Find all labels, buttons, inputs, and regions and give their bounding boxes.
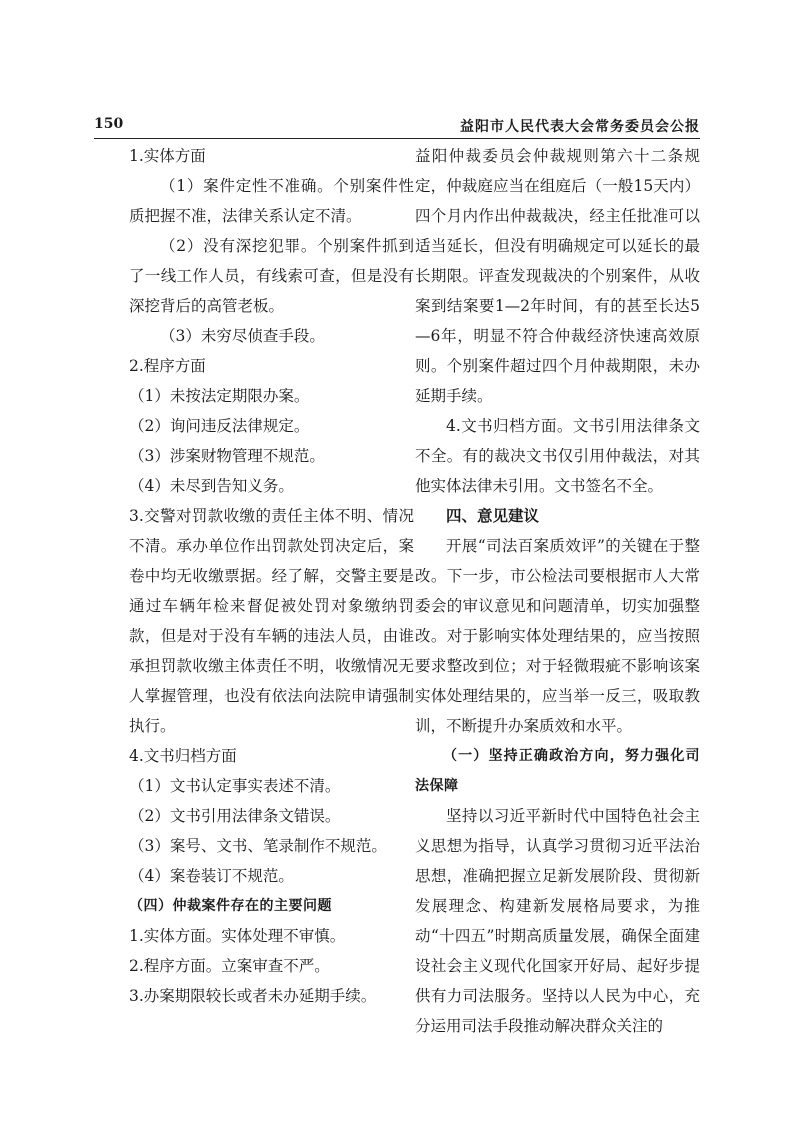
paragraph: （1）未按法定期限办案。: [129, 387, 310, 405]
paragraph: （2）文书引用法律条文错误。: [129, 807, 341, 825]
left-column: [129, 141, 414, 1011]
paragraph: （4）案卷装订不规范。: [129, 867, 294, 885]
paragraph: 4.文书归档方面。文书引用法律条文不全。有的裁决文书仅引用仲裁法，对其他实体法律未引用。文书签名不全。: [415, 417, 700, 495]
header-rule: [94, 138, 700, 139]
paragraph: 3.交警对罚款收缴的责任主体不明、情况不清。承办单位作出罚款处罚决定后，案卷中均无收缴票据。经了解，交警主要是通过车辆年检来督促被处罚对象缴纳罚款，但是对于没有车辆的违法人员，由谁承担罚款收缴主体责任不明，收缴情况无人掌握管理，也没有依法向法院申请强制执行。: [129, 507, 414, 735]
section-heading: 四、意见建议: [446, 507, 540, 525]
heading-substance: 1.实体方面: [129, 147, 206, 165]
paragraph: （1）案件定性不准确。个别案件性质把握不准，法律关系认定不清。: [129, 177, 414, 225]
paragraph: 坚持以习近平新时代中国特色社会主义思想为指导，认真学习贯彻习近平法治思想，准确把握立足新发展阶段、贯彻新发展理念、构建新发展格局要求，为推动“十四五”时期高质量发展，确保全面建设社会主义现代化国家开好局、起好步提供有力司法服务。坚持以人民为中心，充分运用司法手段推动解决群众关注的: [415, 807, 700, 1035]
paragraph: （3）案号、文书、笔录制作不规范。: [129, 837, 387, 855]
heading-procedure: 2.程序方面: [129, 357, 206, 375]
page-number: 150: [94, 116, 124, 132]
paragraph: 2.程序方面。立案审查不严。: [129, 957, 330, 975]
paragraph: 3.办案期限较长或者未办延期手续。: [129, 987, 377, 1005]
subsection-heading: （四）仲裁案件存在的主要问题: [129, 898, 332, 914]
page-header: [94, 116, 700, 140]
subsection-heading: （一）坚持正确政治方向，努力强化司法保障: [415, 748, 700, 794]
paragraph: 开展“司法百案质效评”的关键在于整改。下一步，市公检法司要根据市人大常委会的审议意见和问题清单，切实加强整改。对于影响实体处理结果的，应当按照要求整改到位；对于轻微瑕疵不影响该案实体处理结果的，应当举一反三，吸取教训，不断提升办案质效和水平。: [415, 537, 700, 735]
paragraph: （3）未穷尽侦查手段。: [160, 327, 325, 345]
paragraph: （2）没有深挖犯罪。个别案件抓到了一线工作人员，有线索可查，但是没有深挖背后的高管老板。: [129, 237, 414, 315]
paragraph: 益阳仲裁委员会仲裁规则第六十二条规定，仲裁庭应当在组庭后（一般15天内）四个月内作出仲裁裁决，经主任批准可以适当延长，但没有明确规定可以延长的最长期限。评查发现裁决的个别案件，从收案到结案要1—2年时间，有的甚至长达5—6年，明显不符合仲裁经济快速高效原则。个别案件超过四个月仲裁期限，未办延期手续。: [415, 147, 700, 405]
right-column: [415, 141, 700, 1041]
publication-title: 益阳市人民代表大会常务委员会公报: [460, 119, 700, 135]
heading-documents: 4.文书归档方面: [129, 747, 237, 765]
paragraph: 1.实体方面。实体处理不审慎。: [129, 927, 346, 945]
paragraph: （4）未尽到告知义务。: [129, 477, 294, 495]
paragraph: （2）询问违反法律规定。: [129, 417, 310, 435]
paragraph: （1）文书认定事实表述不清。: [129, 777, 341, 795]
paragraph: （3）涉案财物管理不规范。: [129, 447, 325, 465]
